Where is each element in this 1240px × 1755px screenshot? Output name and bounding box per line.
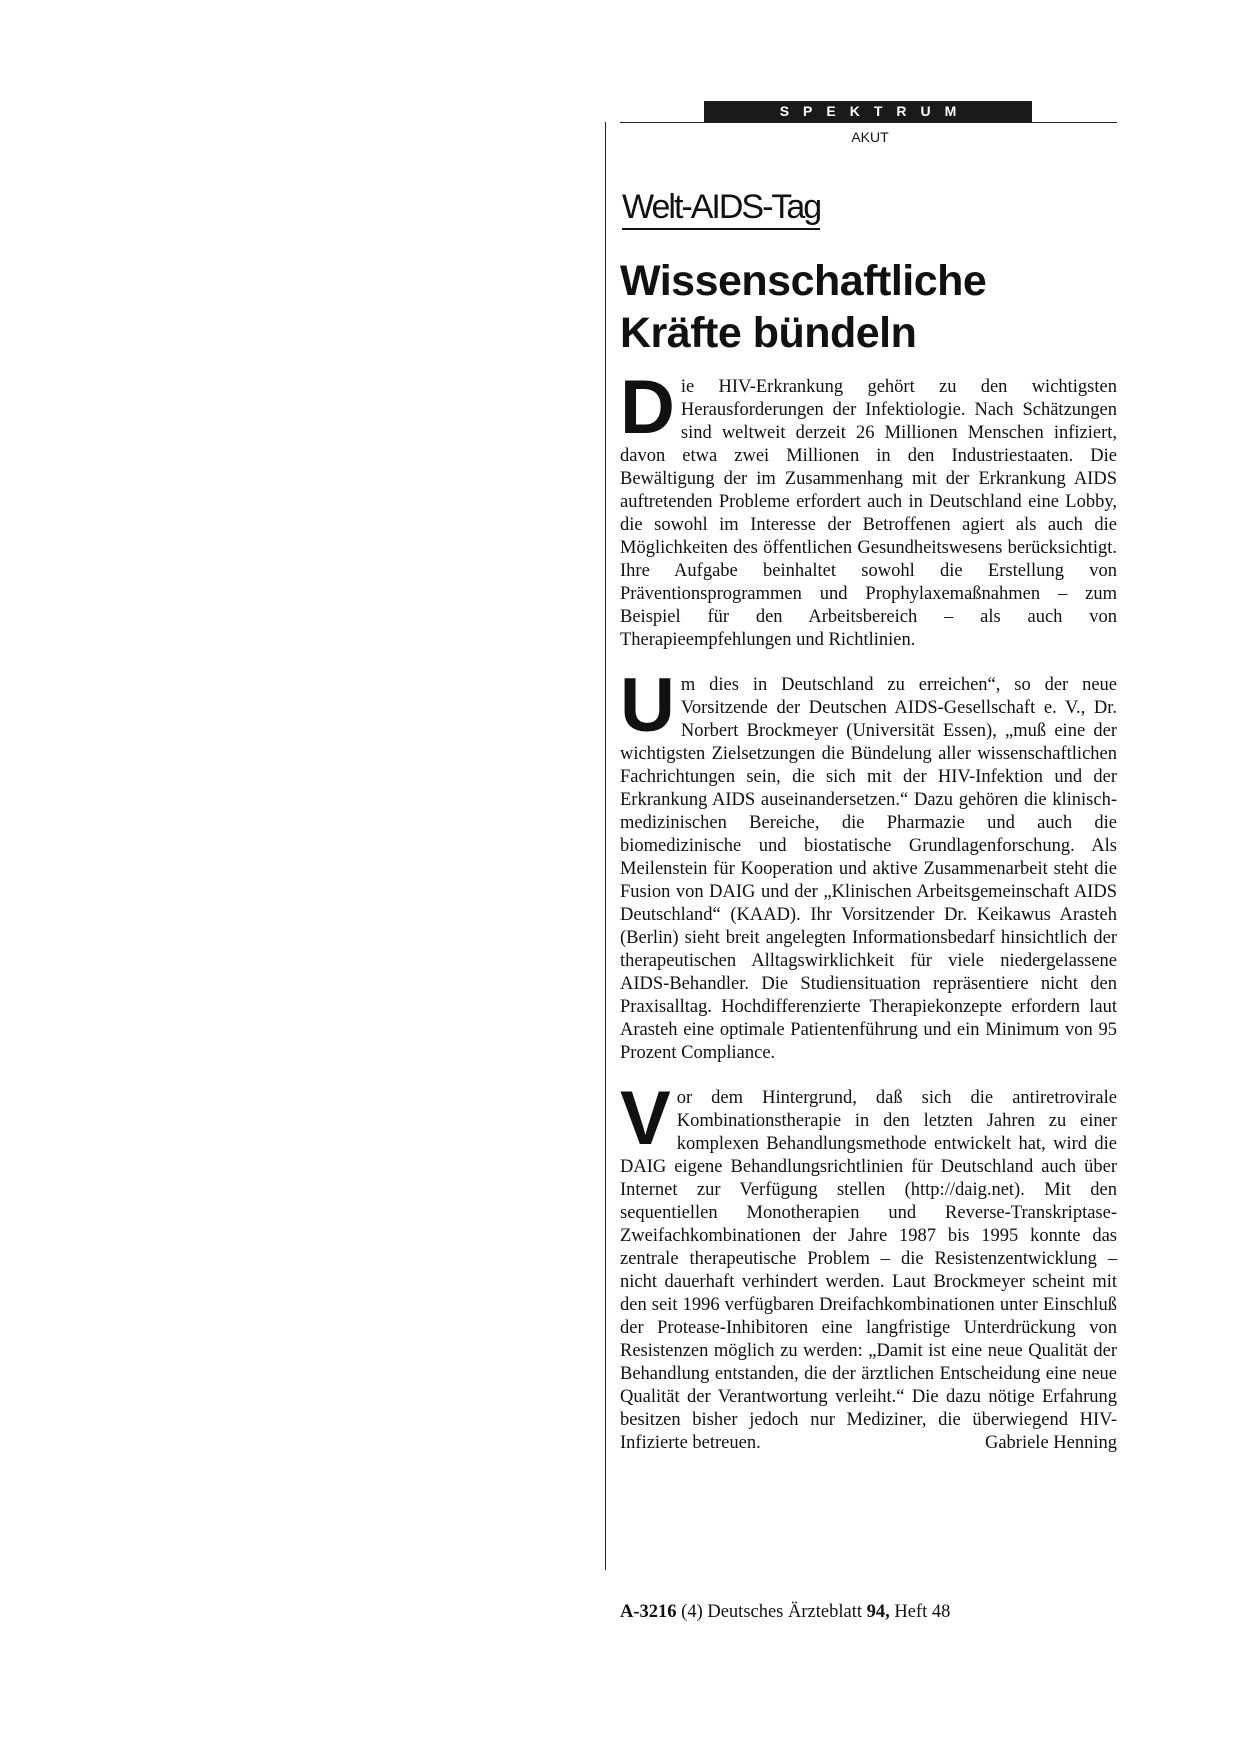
headline	[620, 255, 1120, 359]
kicker: Welt-AIDS-Tag	[622, 187, 820, 230]
headline-line-1: Wissenschaftliche	[620, 257, 987, 305]
column-rule	[605, 122, 606, 1570]
paragraph-text: m dies in Deutschland zu erreichen“, so der neue Vorsitzende der Deutschen AIDS-Gesellschaft e. V., Dr. Norbert Brockmeyer (Universität Essen), „muß eine der wichtigsten Zielsetzungen die Bündelung aller wissenschaftlichen Fachrichtungen sein, die sich mit der HIV-Infektion und der Erkrankung AIDS auseinandersetzen.“ Dazu gehören die klinisch-medizinischen Bereiche, die Pharmazie und auch die biomedizinische und biostatische Grundlagenforschung. Als Meilenstein für Kooperation und aktive Zusammenarbeit steht die Fusion von DAIG und der „Klinischen Arbeitsgemeinschaft AIDS Deutschland“ (KAAD). Ihr Vorsitzender Dr. Keikawus Arasteh (Berlin) sieht breit angelegten Informationsbedarf hinsichtlich der therapeutischen Alltagswirklichkeit für viele niedergelassene AIDS-Behandler. Die Studiensituation repräsentiere nicht den Praxisalltag. Hochdifferenzierte Therapiekonzepte erfordern laut Arasteh eine optimale Patientenführung und ein Minimum von 95 Prozent Compliance.	[620, 675, 1117, 1063]
page-footer	[620, 1602, 950, 1623]
paragraph-text: or dem Hintergrund, daß sich die antiretrovirale Kombinationstherapie in den letzten Jahren zu einer komplexen Behandlungsmethode entwickelt hat, wird die DAIG eigene Behandlungsrichtlinien für Deutschland auch über Internet zur Verfügung stellen (http://daig.net). Mit den sequentiellen Monotherapien und Reverse-Transkriptase-Zweifachkombinationen der Jahre 1987 bis 1995 konnte das zentrale therapeutische Problem – die Resistenzentwicklung – nicht dauerhaft verhindert werden. Laut Brockmeyer scheint mit den seit 1996 verfügbaren Dreifachkombinationen unter Einschluß der Protease-Inhibitoren eine langfristige Unterdrückung von Resistenzen möglich zu werden: „Damit ist eine neue Qualität der Behandlung entstanden, die der ärztlichen Entscheidung eine neue Qualität der Verantwortung verleiht.“ Die dazu nötige Erfahrung besitzen bisher jedoch nur Mediziner, die überwiegend HIV-Infizierte betreuen.	[620, 1088, 1117, 1453]
paragraph	[620, 1076, 1117, 1455]
paragraph	[620, 663, 1117, 1065]
drop-cap: V	[620, 1076, 671, 1161]
headline-line-2: Kräfte bündeln	[620, 309, 917, 357]
volume-number: 94,	[866, 1602, 890, 1622]
author-name: Gabriele Henning	[984, 1433, 1117, 1453]
issue-number: Heft 48	[894, 1602, 951, 1622]
paragraph	[620, 365, 1117, 652]
article-body	[620, 365, 1117, 1477]
journal-name: (4) Deutsches Ärzteblatt	[681, 1602, 862, 1622]
subsection-label: AKUT	[851, 129, 889, 145]
page-number: A-3216	[620, 1602, 677, 1622]
drop-cap: D	[620, 365, 675, 450]
drop-cap: U	[620, 663, 675, 748]
paragraph-text: ie HIV-Erkrankung gehört zu den wichtigsten Herausforderungen der Infektiologie. Nach Schätzungen sind weltweit derzeit 26 Millionen Menschen infiziert, davon etwa zwei Millionen in den Industriestaaten. Die Bewältigung der im Zusammenhang mit der Erkrankung AIDS auftretenden Probleme erfordert auch in Deutschland eine Lobby, die sowohl im Interesse der Betroffenen agiert als auch die Möglichkeiten des öffentlichen Gesundheitswesens berücksichtigt. Ihre Aufgabe beinhaltet sowohl die Erstellung von Präventionsprogrammen und Prophylaxemaßnahmen – zum Beispiel für den Arbeitsbereich – als auch von Therapieempfehlungen und Richtlinien.	[620, 377, 1117, 650]
header-rule	[620, 122, 1117, 123]
section-label: SPEKTRUM	[704, 101, 1032, 122]
